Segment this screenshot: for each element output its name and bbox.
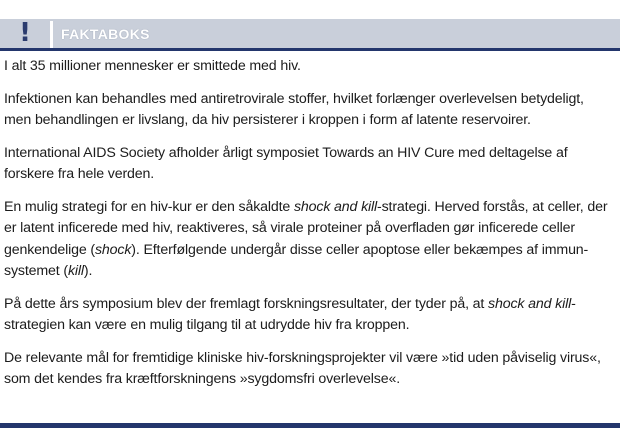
- paragraph-treatment: [4, 89, 610, 132]
- factbox-title: FAKTABOKS: [61, 26, 150, 42]
- emphasis-term: shock and kill: [488, 295, 572, 312]
- paragraph-results: [4, 294, 610, 337]
- emphasis-term: shock and kill: [293, 198, 378, 215]
- exclamation-icon: !: [19, 18, 31, 48]
- paragraph-text: På dette års symposium blev der fremlagt forskningsresultater, der tyder på, at: [4, 295, 489, 312]
- emphasis-term: shock: [94, 241, 132, 258]
- factbox-header: [0, 0, 620, 48]
- paragraph-infected-count: [4, 56, 610, 78]
- footer-rule: [0, 423, 620, 428]
- header-divider: [50, 21, 53, 48]
- paragraph-text: International AIDS Society afholder årligt symposiet Towards an HIV Cure med deltagelse af forskere fra hele verden.: [4, 144, 568, 182]
- paragraph-text: I alt 35 millioner mennesker er smittede med hiv.: [4, 58, 301, 74]
- paragraph-text: Infektionen kan behandles med antiretrovirale stoffer, hvilket forlænger overlevelsen betydeligt, men behandlingen er livslang, da hiv persisterer i kroppen i form af latente reservoirer.: [4, 90, 584, 128]
- paragraph-text: ). Efterfølgende undergår disse celler apoptose eller bekæmpes af immun-systemet (: [4, 241, 589, 279]
- paragraph-symposium: [4, 143, 610, 186]
- header-rule: [0, 48, 620, 51]
- paragraph-text: -strategi. Herved forstås, at celler, der er latent inficerede med hiv, reaktiveres, så virale proteiner på overfladen gør inficerede celler genkendelige (: [4, 198, 608, 258]
- paragraph-text: -strategien kan være en mulig tilgang til at udrydde hiv fra kroppen.: [4, 295, 576, 333]
- paragraph-text: De relevante mål for fremtidige kliniske hiv-forskningsprojekter vil være »tid uden påviselig virus«, som det kendes fra kræftforskningens »sygdomsfri overlevelse«.: [4, 349, 601, 387]
- emphasis-term: kill: [67, 263, 84, 279]
- paragraph-goals: [4, 348, 610, 391]
- paragraph-text: ).: [83, 263, 93, 279]
- factbox-content: [4, 56, 610, 402]
- paragraph-text: En mulig strategi for en hiv-kur er den såkaldte: [4, 198, 294, 215]
- paragraph-strategy: [4, 197, 610, 283]
